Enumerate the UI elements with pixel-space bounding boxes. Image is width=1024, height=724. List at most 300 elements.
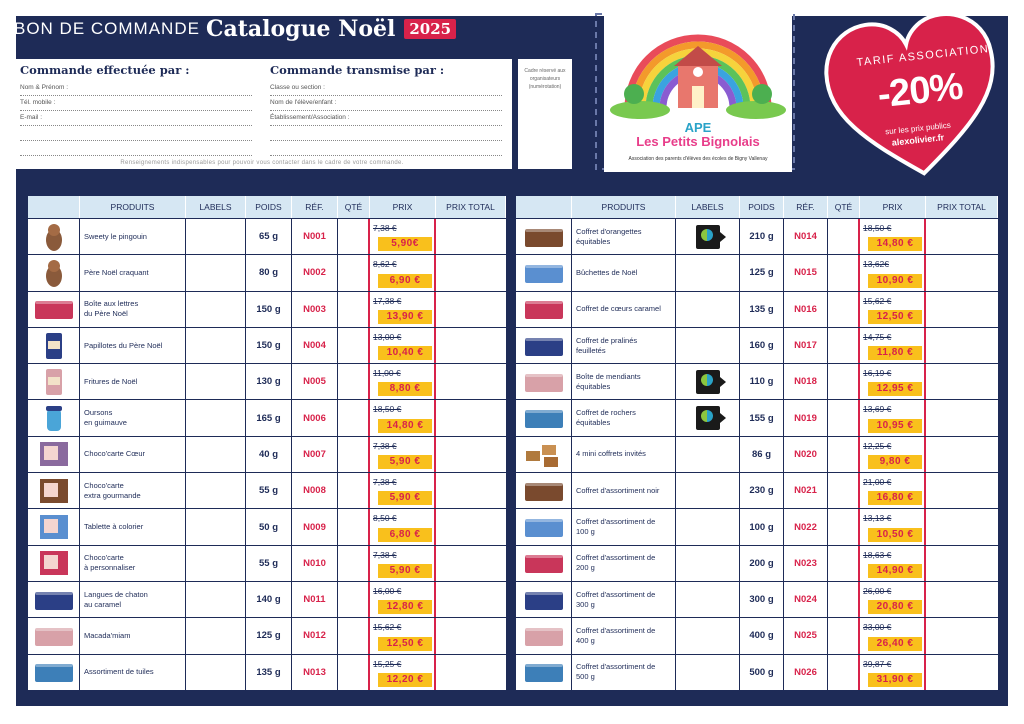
gourmet-card-icon [32,476,76,506]
product-labels [186,655,246,690]
total-price-input[interactable] [436,364,506,399]
class-field[interactable]: Classe ou section : [270,81,502,96]
product-image [28,255,80,290]
extra-field-1[interactable] [20,126,252,141]
total-price-input[interactable] [926,255,998,290]
product-labels [676,582,740,617]
promo-discount: -20% [875,65,965,117]
product-name: Oursons en guimauve [80,400,186,435]
product-image [28,509,80,544]
product-image [28,618,80,653]
price-cell [370,618,436,653]
product-image [516,473,572,508]
tuiles-box-icon [32,657,76,687]
price-cell [370,328,436,363]
title-year-badge: 2025 [404,19,456,39]
fritures-bag-icon [32,367,76,397]
table-row [28,545,506,581]
old-price: 8,62 € [373,259,397,270]
price-cell [860,255,926,290]
total-price-input[interactable] [436,255,506,290]
quantity-input[interactable] [338,292,370,327]
buchettes-box-icon [522,258,566,288]
quantity-input[interactable] [828,219,860,254]
product-weight: 65 g [246,219,292,254]
price-cell [860,473,926,508]
product-weight: 50 g [246,509,292,544]
product-name: Boîte de mendiants équitables [572,364,676,399]
product-image [516,400,572,435]
product-name: 4 mini coffrets invités [572,437,676,472]
total-price-input[interactable] [436,328,506,363]
quantity-input[interactable] [338,328,370,363]
product-name: Coffret d'assortiment de 500 g [572,655,676,690]
product-ref: N010 [292,546,338,581]
column-header-6: PRIX [860,196,926,218]
logo-name-text: Les Petits Bignolais [636,134,760,149]
new-price: 16,80 € [868,491,922,505]
kitten-tongues-box-icon [32,585,76,615]
column-header-1: PRODUITS [80,196,186,218]
total-price-input[interactable] [926,364,998,399]
old-price: 11,00 € [373,368,401,379]
product-weight: 300 g [740,582,784,617]
old-price: 13,13 € [863,513,892,524]
table-row [516,508,998,544]
product-name: Choco'carte à personnaliser [80,546,186,581]
product-name: Coffret de cœurs caramel [572,292,676,327]
product-ref: N005 [292,364,338,399]
product-labels [676,473,740,508]
product-name: Coffret de pralinés feuilletés [572,328,676,363]
quantity-input[interactable] [338,255,370,290]
order-info-box [12,59,512,169]
total-price-input[interactable] [926,400,998,435]
product-name: Choco'carte extra gourmande [80,473,186,508]
ordered-by-title: Commande effectuée par : [20,63,190,77]
product-labels [186,255,246,290]
table-row [28,617,506,653]
product-weight: 55 g [246,546,292,581]
price-cell [370,219,436,254]
product-name: Coffret d'assortiment de 200 g [572,546,676,581]
quantity-input[interactable] [338,364,370,399]
promo-site: alexolivier.fr [891,132,945,148]
total-price-input[interactable] [926,437,998,472]
table-row [28,218,506,254]
total-price-input[interactable] [926,582,998,617]
dark-assortment-box-icon [522,476,566,506]
price-cell [860,364,926,399]
product-labels [676,292,740,327]
page-title [14,14,456,44]
quantity-input[interactable] [338,582,370,617]
product-ref: N004 [292,328,338,363]
quantity-input[interactable] [828,582,860,617]
table-row [28,436,506,472]
table-row [516,327,998,363]
product-labels [186,364,246,399]
old-price: 39,87 € [863,658,892,669]
quantity-input[interactable] [338,546,370,581]
quantity-input[interactable] [338,437,370,472]
old-price: 18,63 € [863,549,892,560]
new-price: 10,95 € [868,419,922,433]
new-price: 10,40 € [378,346,432,360]
product-image [28,292,80,327]
table-row [28,508,506,544]
table-row [516,218,998,254]
coloring-bar-icon [32,512,76,542]
table-row [28,654,506,690]
table-row [28,581,506,617]
product-labels [186,292,246,327]
penguin-chocolate-icon [32,222,76,252]
new-price: 6,90 € [378,274,432,288]
old-price: 15,25 € [373,658,402,669]
product-labels [186,473,246,508]
new-price: 5,90 € [378,564,432,578]
product-labels [186,328,246,363]
product-weight: 80 g [246,255,292,290]
table-row [516,545,998,581]
product-labels [676,400,740,435]
product-weight: 165 g [246,400,292,435]
phone-field[interactable]: Tél. mobile : [20,96,252,111]
logo-ape-text: APE [684,120,712,135]
new-price: 26,40 € [868,637,922,651]
total-price-input[interactable] [926,328,998,363]
product-weight: 155 g [740,400,784,435]
old-price: 33,00 € [863,622,892,633]
extra-field-3[interactable] [270,126,502,141]
column-header-2: LABELS [676,196,740,218]
product-ref: N003 [292,292,338,327]
product-name: Langues de chaton au caramel [80,582,186,617]
assortment-box-500-icon [522,657,566,687]
quantity-input[interactable] [828,328,860,363]
reserved-box: Cadre réservé aux organisateurs (numérotation) [518,59,572,169]
new-price: 6,80 € [378,528,432,542]
product-image [28,328,80,363]
product-labels [676,509,740,544]
quantity-input[interactable] [828,437,860,472]
new-price: 12,50 € [378,637,432,651]
product-weight: 130 g [246,364,292,399]
total-price-input[interactable] [436,509,506,544]
product-image [28,473,80,508]
old-price: 13,00 € [373,331,402,342]
total-price-input[interactable] [926,292,998,327]
product-labels [186,219,246,254]
old-price: 15,62 € [863,295,892,306]
product-ref: N006 [292,400,338,435]
table-row [28,254,506,290]
product-labels [676,219,740,254]
hearts-box-icon [522,294,566,324]
price-cell [370,364,436,399]
table-row [516,436,998,472]
product-name: Choco'carte Cœur [80,437,186,472]
price-cell [860,400,926,435]
price-cell [860,328,926,363]
column-header-4: RÉF. [292,196,338,218]
new-price: 12,80 € [378,600,432,614]
total-price-input[interactable] [926,473,998,508]
product-labels [186,400,246,435]
new-price: 12,50 € [868,310,922,324]
product-image [516,582,572,617]
product-labels [676,546,740,581]
product-ref: N011 [292,582,338,617]
column-header-0 [516,196,572,218]
old-price: 12,25 € [863,440,892,451]
product-image [28,400,80,435]
table-row [516,291,998,327]
product-weight: 200 g [740,546,784,581]
column-header-2: LABELS [186,196,246,218]
ape-logo [604,12,792,172]
product-image [516,364,572,399]
quantity-input[interactable] [338,219,370,254]
old-price: 16,19 € [863,368,892,379]
product-ref: N025 [784,618,828,653]
price-cell [370,473,436,508]
product-ref: N020 [784,437,828,472]
santa-chocolate-icon [32,258,76,288]
product-image [28,546,80,581]
table-row [516,472,998,508]
price-cell [370,255,436,290]
quantity-input[interactable] [828,618,860,653]
extra-field-2[interactable] [20,141,252,156]
product-ref: N002 [292,255,338,290]
product-ref: N008 [292,473,338,508]
new-price: 5,90€ [378,237,432,251]
column-header-3: POIDS [246,196,292,218]
product-labels [186,509,246,544]
orangettes-box-icon [522,222,566,252]
old-price: 7,38 € [373,477,397,488]
total-price-input[interactable] [436,582,506,617]
table-row [516,363,998,399]
old-price: 16,00 € [373,585,402,596]
logo-assoc-text: Association des parents d'élèves des écoles de Bigny Vallenay [628,156,768,162]
product-image [516,292,572,327]
price-cell [370,582,436,617]
total-price-input[interactable] [926,655,998,690]
product-name: Macada'miam [80,618,186,653]
table-row [28,363,506,399]
product-image [516,509,572,544]
total-price-input[interactable] [436,655,506,690]
price-cell [370,437,436,472]
product-ref: N026 [784,655,828,690]
old-price: 15,62 € [373,622,402,633]
product-labels [186,437,246,472]
product-image [516,255,572,290]
quantity-input[interactable] [338,655,370,690]
praline-box-icon [522,331,566,361]
product-name: Père Noël craquant [80,255,186,290]
product-name: Papillotes du Père Noël [80,328,186,363]
product-labels [676,255,740,290]
total-price-input[interactable] [436,219,506,254]
new-price: 8,80 € [378,382,432,396]
price-cell [860,509,926,544]
column-header-5: QTÉ [338,196,370,218]
product-weight: 210 g [740,219,784,254]
total-price-input[interactable] [926,509,998,544]
product-ref: N014 [784,219,828,254]
old-price: 14,75 € [863,331,892,342]
new-price: 14,80 € [378,419,432,433]
quantity-input[interactable] [338,473,370,508]
column-header-0 [28,196,80,218]
order-note: Renseignements indispensables pour pouvoir vous contacter dans le cadre de votre commande. [120,160,404,166]
fairtrade-icon [696,225,720,249]
product-weight: 230 g [740,473,784,508]
product-name: Coffret d'assortiment de 400 g [572,618,676,653]
papillotes-bag-icon [32,331,76,361]
old-price: 13,62€ [863,259,889,270]
fairtrade-icon [696,406,720,430]
product-ref: N021 [784,473,828,508]
product-ref: N024 [784,582,828,617]
table-header-right [516,196,998,218]
quantity-input[interactable] [828,364,860,399]
product-weight: 125 g [740,255,784,290]
table-row [516,254,998,290]
school-field[interactable]: Établissement/Association : [270,111,502,126]
quantity-input[interactable] [828,546,860,581]
assortment-box-100-icon [522,512,566,542]
new-price: 12,20 € [378,673,432,687]
sent-by-section [270,63,510,156]
product-name: Tablette à colorier [80,509,186,544]
old-price: 8,50 € [373,513,397,524]
title-prefix: BON DE COMMANDE [14,19,200,38]
new-price: 10,50 € [868,528,922,542]
product-image [28,655,80,690]
product-weight: 110 g [740,364,784,399]
product-labels [676,655,740,690]
quantity-input[interactable] [828,400,860,435]
product-image [28,364,80,399]
column-header-7: PRIX TOTAL [926,196,998,218]
quantity-input[interactable] [338,400,370,435]
product-image [516,219,572,254]
quantity-input[interactable] [828,292,860,327]
assortment-box-400-icon [522,621,566,651]
price-cell [860,292,926,327]
old-price: 21,00 € [863,477,892,488]
product-image [28,582,80,617]
promo-label: TARIF ASSOCIATION [856,43,990,69]
product-labels [676,364,740,399]
product-weight: 400 g [740,618,784,653]
product-image [516,328,572,363]
mini-boxes-icon [522,439,566,469]
new-price: 5,90 € [378,491,432,505]
table-row [516,581,998,617]
assortment-box-300-icon [522,585,566,615]
student-name-field[interactable]: Nom de l'élève/enfant : [270,96,502,111]
rochers-box-icon [522,403,566,433]
price-cell [860,582,926,617]
quantity-input[interactable] [828,509,860,544]
table-row [516,399,998,435]
fairtrade-icon [696,370,720,394]
old-price: 26,00 € [863,585,892,596]
column-header-6: PRIX [370,196,436,218]
product-image [28,437,80,472]
new-price: 14,80 € [868,237,922,251]
new-price: 10,90 € [868,274,922,288]
table-row [28,399,506,435]
new-price: 12,95 € [868,382,922,396]
total-price-input[interactable] [926,219,998,254]
old-price: 7,38 € [373,549,397,560]
total-price-input[interactable] [436,473,506,508]
price-cell [370,292,436,327]
rainbow-school-icon [604,12,792,120]
product-ref: N022 [784,509,828,544]
total-price-input[interactable] [926,546,998,581]
promo-sub: sur les prix publics [884,120,952,137]
name-field[interactable]: Nom & Prénom : [20,81,252,96]
product-ref: N007 [292,437,338,472]
quantity-input[interactable] [828,255,860,290]
product-name: Sweety le pingouin [80,219,186,254]
product-name: Fritures de Noël [80,364,186,399]
heart-card-icon [32,439,76,469]
new-price: 31,90 € [868,673,922,687]
price-cell [370,655,436,690]
new-price: 13,90 € [378,310,432,324]
product-image [28,219,80,254]
total-price-input[interactable] [436,618,506,653]
product-ref: N009 [292,509,338,544]
product-ref: N017 [784,328,828,363]
column-header-3: POIDS [740,196,784,218]
product-ref: N013 [292,655,338,690]
email-field[interactable]: E-mail : [20,111,252,126]
product-image [516,655,572,690]
quantity-input[interactable] [828,473,860,508]
total-price-input[interactable] [436,400,506,435]
extra-field-4[interactable] [270,141,502,156]
ordered-by-section [20,63,260,156]
old-price: 7,38 € [373,223,397,233]
product-ref: N012 [292,618,338,653]
total-price-input[interactable] [436,437,506,472]
product-weight: 125 g [246,618,292,653]
quantity-input[interactable] [338,618,370,653]
product-weight: 86 g [740,437,784,472]
column-header-1: PRODUITS [572,196,676,218]
total-price-input[interactable] [926,618,998,653]
product-ref: N001 [292,219,338,254]
product-name: Coffret d'assortiment de 100 g [572,509,676,544]
product-name: Bûchettes de Noël [572,255,676,290]
total-price-input[interactable] [436,546,506,581]
total-price-input[interactable] [436,292,506,327]
quantity-input[interactable] [338,509,370,544]
product-image [516,546,572,581]
quantity-input[interactable] [828,655,860,690]
title-main: Catalogue Noël [205,16,396,42]
